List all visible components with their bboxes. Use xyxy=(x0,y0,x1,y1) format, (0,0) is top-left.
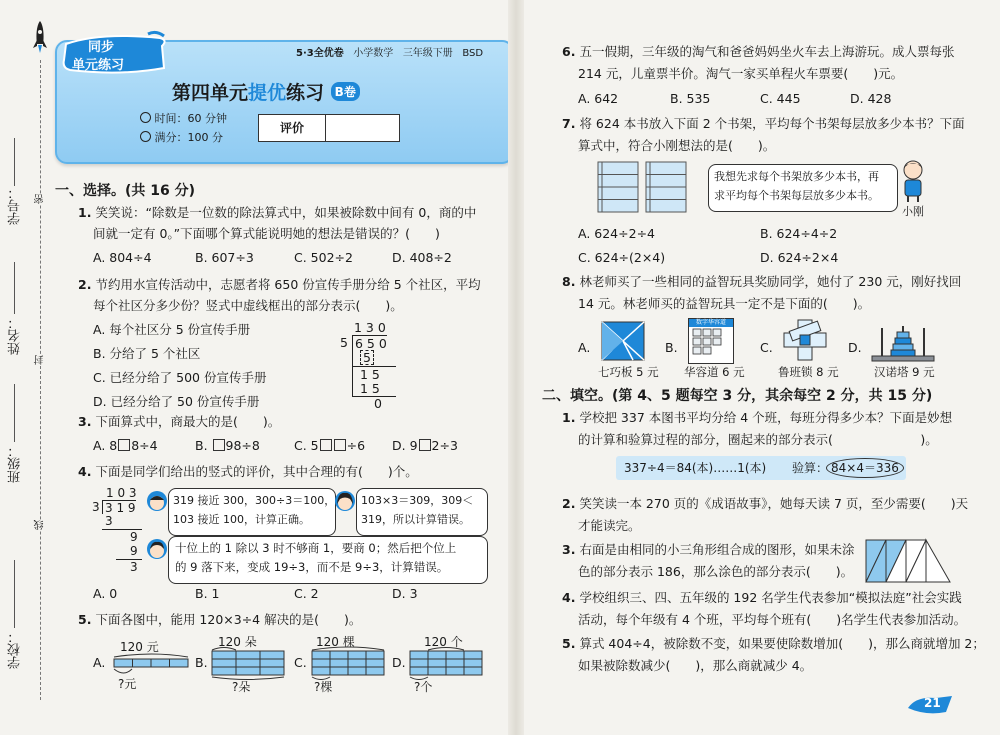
q5-option-b-label[interactable]: B. xyxy=(195,655,208,670)
q2-quotient: 1 3 0 xyxy=(354,320,386,335)
q5-d-bottom: ?个 xyxy=(414,680,433,694)
s2-q1-text1: 学校把 337 本图书平均分给 4 个班，每班分得多少本？下面是妙想 xyxy=(579,410,953,425)
q6-option-a[interactable]: A. 642 xyxy=(578,91,619,106)
clock-icon xyxy=(140,112,151,123)
q7-option-b[interactable]: B. 624÷4÷2 xyxy=(760,226,838,241)
q5-c-top: 120 棵 xyxy=(316,635,355,649)
s2-q4-text1: 学校组织三、四、五年级的 192 名学生代表参加“模拟法庭”社会实践 xyxy=(579,590,962,605)
huarong-title: 数字华容道 xyxy=(689,319,733,327)
q3-option-b[interactable] xyxy=(195,438,260,453)
s2-q2-text1: 笑笑读一本 270 页的《成语故事》，她每天读 7 页，至少需要( )天 xyxy=(579,496,969,511)
seal-mark-feng: 封 xyxy=(35,355,46,365)
q4-line1 xyxy=(78,462,418,482)
triangle-figure xyxy=(864,538,952,584)
q4-number: 4. xyxy=(78,464,92,479)
q4-step4: 3 xyxy=(130,560,138,574)
s2-q5-text1: 算式 404÷4，被除数不变，如果要使除数增加( )，那么商就增加 2； xyxy=(579,636,985,651)
lubanlock-icon xyxy=(782,318,828,362)
q5-option-c-label[interactable]: C. xyxy=(294,655,307,670)
title-part-c: 练习 xyxy=(286,82,325,104)
q1-text1: 笑笑说：“除数是一位数的除法算式中，如果被除数中间有 0，商的中 xyxy=(95,205,477,220)
q1-line1 xyxy=(78,203,476,223)
seal-mark-mi: 密 xyxy=(35,194,46,204)
s2-q1-line1 xyxy=(562,408,952,428)
q5-a-top: 120 元 xyxy=(120,640,159,654)
q8-line2: 14 元。林老师买的益智玩具一定不是下面的( )。 xyxy=(578,296,871,311)
q2-step3: 1 5 xyxy=(360,381,380,396)
kid-name: 小刚 xyxy=(902,205,924,218)
s2-q3-text1: 右面是由相同的小三角形组合成的图形，如果未涂 xyxy=(579,542,855,557)
s2-q1-check: 84×4＝336 xyxy=(826,458,904,478)
q8-number: 8. xyxy=(562,274,576,289)
q3-a-post: 8÷4 xyxy=(131,438,158,453)
q3-d-pre: D. 9 xyxy=(392,438,418,453)
q3-option-a[interactable] xyxy=(93,438,158,453)
s2-q2-line2: 才能读完。 xyxy=(578,518,641,533)
q7-text1: 将 624 本书放入下面 2 个书架，平均每个书架每层放多少本书？下面 xyxy=(579,116,965,131)
q1-option-a[interactable]: A. 804÷4 xyxy=(93,250,152,265)
blank-box xyxy=(320,439,332,451)
q4-option-a[interactable]: A. 0 xyxy=(93,586,118,601)
series-name: 5·3全优卷 xyxy=(296,48,344,59)
q5-a-bottom: ?元 xyxy=(118,677,137,691)
q4-text: 下面是同学们给出的竖式的评价，其中合理的有( )个。 xyxy=(95,464,418,479)
q2-option-a[interactable]: A. 每个社区分 5 份宣传手册 xyxy=(93,322,251,337)
student-id-blank xyxy=(14,138,15,186)
s2-q2-line1 xyxy=(562,494,968,514)
q3-option-d[interactable] xyxy=(392,438,458,453)
q8-d-caption: 汉诺塔 9 元 xyxy=(874,365,935,379)
q8-text1: 林老师买了一些相同的益智玩具奖励同学，她付了 230 元，刚好找回 xyxy=(579,274,962,289)
s2-q2-number: 2. xyxy=(562,496,576,511)
subject-name: 小学数学 xyxy=(353,48,394,59)
q3-a-pre: A. 8 xyxy=(93,438,118,453)
page-number: 21 xyxy=(924,696,941,710)
q6-text1: 五一假期，三年级的淘气和爸爸妈妈坐火车去上海游玩。成人票每张 xyxy=(579,44,955,59)
s2-q4-line1 xyxy=(562,588,962,608)
time-row xyxy=(140,110,227,126)
q7-option-c[interactable]: C. 624÷(2×4) xyxy=(578,250,666,265)
q3-number: 3. xyxy=(78,414,92,429)
q5-b-diagram xyxy=(210,646,286,680)
q5-b-top: 120 朵 xyxy=(218,635,257,649)
s2-q1-line2: 的计算和验算过程的部分，圈起来的部分表示( )。 xyxy=(578,432,938,447)
q2-text1: 节约用水宣传活动中，志愿者将 650 份宣传手册分给 5 个社区，平均 xyxy=(95,277,481,292)
q6-option-d[interactable]: D. 428 xyxy=(850,91,892,106)
q8-option-a-label[interactable]: A. xyxy=(578,340,591,355)
q4-bubble3: 十位上的 1 除以 3 时不够商 1，要商 0；然后把个位上 的 9 落下来，变成 19÷3，而不是 9÷3，计算错误。 xyxy=(168,536,488,584)
q1-line2: 间就一定有 0。”下面哪个算式能说明她的想法是错误的？( ) xyxy=(93,226,440,241)
q2-step4: 0 xyxy=(374,396,382,411)
q7-option-a[interactable]: A. 624÷2÷4 xyxy=(578,226,655,241)
grade-name: 三年级下册 xyxy=(402,48,453,59)
q6-number: 6. xyxy=(562,44,576,59)
q1-number: 1. xyxy=(78,205,92,220)
q4-option-c[interactable]: C. 2 xyxy=(294,586,319,601)
full-score: 满分：100 分 xyxy=(154,131,223,144)
q4-quotient: 1 0 3 xyxy=(106,486,137,500)
q7-bubble: 我想先求每个书架放多少本书，再 求平均每个书架每层放多少本书。 xyxy=(708,164,898,212)
school-label: 学校： xyxy=(8,630,23,669)
q3-text: 下面算式中，商最大的是( )。 xyxy=(95,414,281,429)
q7-option-d[interactable]: D. 624÷2×4 xyxy=(760,250,839,265)
s2-q5-number: 5. xyxy=(562,636,576,651)
q2-vrule xyxy=(352,335,353,396)
hanoi-tower-icon xyxy=(870,322,936,362)
blank-box xyxy=(118,439,130,451)
q2-line1 xyxy=(78,275,481,295)
boy-avatar-1 xyxy=(146,490,168,512)
s2-q1-calc: 337÷4＝84(本)……1(本) xyxy=(624,461,767,475)
q2-option-b[interactable]: B. 分给了 5 个社区 xyxy=(93,346,201,361)
q5-option-d-label[interactable]: D. xyxy=(392,655,406,670)
q7-line2: 算式中，符合小刚想法的是( )。 xyxy=(578,138,776,153)
q2-option-d[interactable]: D. 已经分给了 50 份宣传手册 xyxy=(93,394,260,409)
blank-box xyxy=(419,439,431,451)
badge-line1: 同步 xyxy=(88,40,115,55)
q6-line2: 214 元，儿童票半价。淘气一家买单程火车票要( )元。 xyxy=(578,66,904,81)
q8-option-c-label[interactable]: C. xyxy=(760,340,773,355)
binding-line xyxy=(40,60,41,700)
q3-b-pre: B. xyxy=(195,438,212,453)
q3-option-c[interactable] xyxy=(294,438,365,453)
page-title xyxy=(172,78,360,105)
q5-option-a-label[interactable]: A. xyxy=(93,655,106,670)
girl-avatar xyxy=(334,490,356,512)
q2-step1: 5 xyxy=(360,350,374,365)
boy-avatar-2 xyxy=(146,538,168,560)
blank-box xyxy=(213,439,225,451)
name-blank xyxy=(14,262,15,314)
q2-long-division xyxy=(340,320,420,410)
q8-a-caption: 七巧板 5 元 xyxy=(598,365,659,379)
q4-bubble2: 103×3＝309，309＜ 319，所以计算错误。 xyxy=(356,488,488,536)
q5-b-bottom: ?朵 xyxy=(232,680,251,694)
student-id-label: 学号： xyxy=(8,186,23,225)
s2-q3-line2: 色的部分表示 186，那么涂色的部分表示( )。 xyxy=(578,564,854,579)
q4-rule2 xyxy=(116,559,142,560)
q7-number: 7. xyxy=(562,116,576,131)
q8-option-b-label[interactable]: B. xyxy=(665,340,678,355)
check-circle-icon xyxy=(140,131,151,142)
q1-option-c[interactable]: C. 502÷2 xyxy=(294,250,353,265)
q5-d-top: 120 个 xyxy=(424,635,463,649)
q7-line1 xyxy=(562,114,965,134)
q3-line1 xyxy=(78,412,280,432)
s2-q4-number: 4. xyxy=(562,590,576,605)
rocket-icon xyxy=(32,20,48,54)
q4-long-division xyxy=(92,486,152,576)
q4-dividend: 3 1 9 xyxy=(102,500,136,515)
q2-number: 2. xyxy=(78,277,92,292)
bookshelves-icon xyxy=(596,160,688,214)
q5-d-diagram xyxy=(408,646,484,680)
seal-mark-xian: 线 xyxy=(35,520,46,530)
tangram-icon xyxy=(600,320,646,362)
q4-step2: 9 xyxy=(130,530,138,544)
kid-figure-icon xyxy=(898,158,928,202)
q3-b-post: 98÷8 xyxy=(225,438,260,453)
huarong-puzzle-icon xyxy=(688,318,734,364)
q2-option-c[interactable]: C. 已经分给了 500 份宣传手册 xyxy=(93,370,267,385)
school-blank xyxy=(14,560,15,628)
score-row xyxy=(140,129,223,145)
q2-dividend: 6 5 0 xyxy=(352,335,387,351)
s2-q5-line1 xyxy=(562,634,985,654)
q5-number: 5. xyxy=(78,612,92,627)
q2-step2: 1 5 xyxy=(360,367,380,382)
edition-name: BSD xyxy=(462,48,484,59)
s2-q5-line2: 如果被除数减少( )，那么商就减少 4。 xyxy=(578,658,813,673)
section1-title: 一、选择。(共 16 分) xyxy=(55,183,196,199)
rating-label: 评价 xyxy=(259,115,326,141)
q8-b-caption: 华容道 6 元 xyxy=(684,365,745,379)
q3-d-post: 2÷3 xyxy=(431,438,458,453)
s2-q1-calc-box xyxy=(616,456,906,480)
q2-line2: 每个社区分多少份？竖式中虚线框出的部分表示( )。 xyxy=(93,298,403,313)
s2-q1-number: 1. xyxy=(562,410,576,425)
q4-vrule xyxy=(102,500,103,514)
q5-c-diagram xyxy=(310,646,386,680)
time-limit: 时间：60 分钟 xyxy=(154,112,227,125)
title-part-a: 第四单元 xyxy=(172,82,249,104)
q5-text: 下面各图中，能用 120×3÷4 解决的是( )。 xyxy=(95,612,362,627)
q1-option-d[interactable]: D. 408÷2 xyxy=(392,250,452,265)
q8-c-caption: 鲁班锁 8 元 xyxy=(778,365,839,379)
q3-c-post: ÷6 xyxy=(346,438,366,453)
q1-option-b[interactable]: B. 607÷3 xyxy=(195,250,254,265)
q5-line1 xyxy=(78,610,361,630)
series-info xyxy=(296,44,483,59)
section2-title: 二、填空。(第 4、5 题每空 3 分，其余每空 2 分，共 15 分) xyxy=(542,388,933,404)
name-label: 姓名： xyxy=(8,316,23,355)
title-badge: B卷 xyxy=(331,82,360,101)
s2-q3-line1 xyxy=(562,540,854,560)
q8-line1 xyxy=(562,272,961,292)
q2-divisor: 5 xyxy=(340,335,348,350)
class-label: 班级： xyxy=(8,444,23,483)
s2-q4-line2: 活动，每个年级有 4 个班，平均每个班有( )名学生代表参加活动。 xyxy=(578,612,967,627)
q4-divisor: 3 xyxy=(92,500,100,514)
q4-option-b[interactable]: B. 1 xyxy=(195,586,220,601)
q4-step3: 9 xyxy=(130,544,138,558)
q6-line1 xyxy=(562,42,954,62)
badge-line2: 单元练习 xyxy=(72,58,125,73)
s2-q1-check-label: 验算： xyxy=(792,461,829,475)
page-gutter xyxy=(508,0,524,735)
q4-step1: 3 xyxy=(105,514,113,528)
q4-bubble1: 319 接近 300，300÷3＝100， 103 接近 100，计算正确。 xyxy=(168,488,336,536)
class-blank xyxy=(14,384,15,442)
q3-c-pre: C. 5 xyxy=(294,438,319,453)
title-part-b: 提优 xyxy=(248,82,287,104)
q4-option-d[interactable]: D. 3 xyxy=(392,586,418,601)
q8-option-d-label[interactable]: D. xyxy=(848,340,862,355)
s2-q3-number: 3. xyxy=(562,542,576,557)
rating-box xyxy=(258,114,400,142)
q5-c-bottom: ?棵 xyxy=(314,680,333,694)
q6-option-b[interactable]: B. 535 xyxy=(670,91,711,106)
q6-option-c[interactable]: C. 445 xyxy=(760,91,801,106)
blank-box xyxy=(334,439,346,451)
